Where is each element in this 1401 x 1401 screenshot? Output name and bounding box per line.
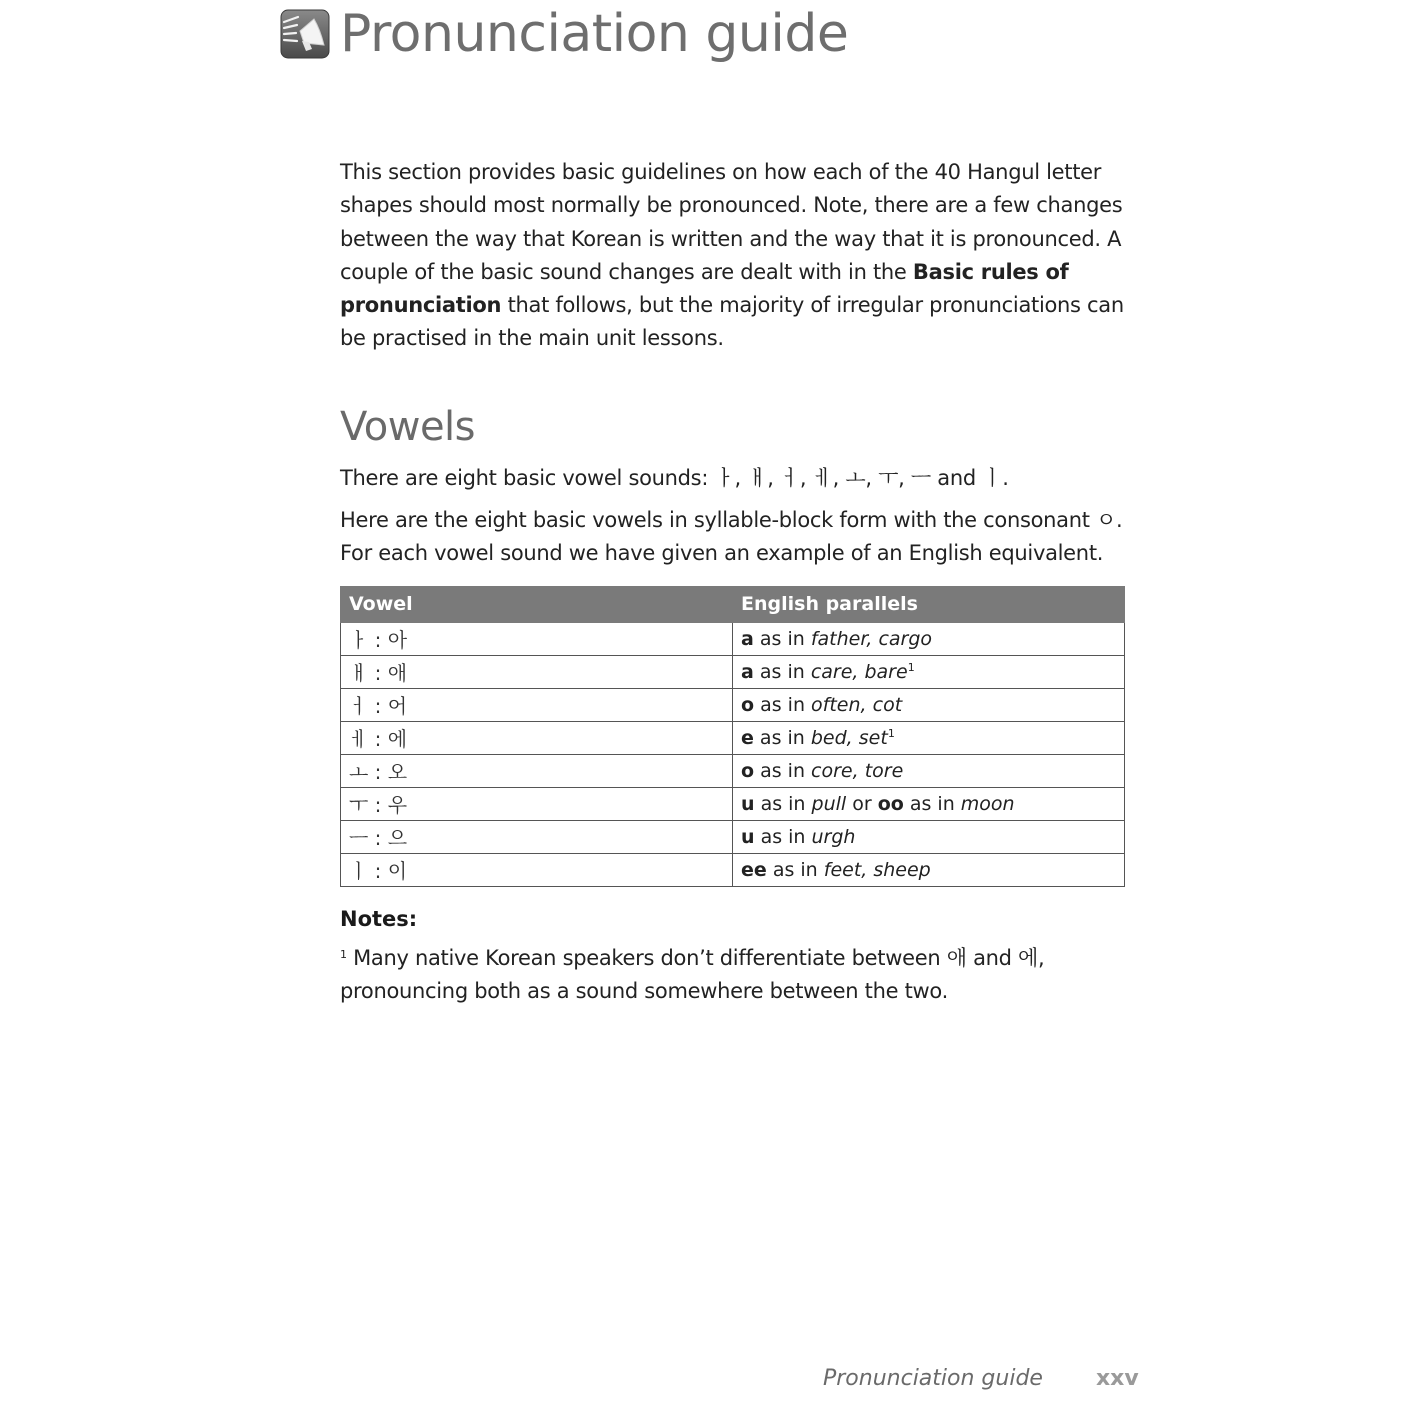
english-parallel-cell <box>733 787 1125 820</box>
intro-text-part1: This section provides basic guidelines on how each of the 40 Hangul letter shapes should most normally be pronounced. Note, there are a few changes between the way that Korean is written and the way that it is pronounced. A couple of the basic sound changes are dealt with in the <box>340 160 1123 284</box>
table-row <box>341 820 1125 853</box>
as-in-text: as in <box>766 858 824 881</box>
example-words: often, cot <box>811 693 903 716</box>
footnote <box>340 942 1130 1009</box>
table-row <box>341 787 1125 820</box>
vowel-cell: ㅣ : 이 <box>341 853 733 886</box>
column-header-english-parallels: English parallels <box>733 586 1125 622</box>
english-parallel-cell <box>733 655 1125 688</box>
page-footer <box>823 1366 1139 1391</box>
vowel-cell: ㅡ : 으 <box>341 820 733 853</box>
example-words: bed, set <box>810 726 888 749</box>
table-row <box>341 688 1125 721</box>
example-words: father, cargo <box>810 627 933 650</box>
table-row <box>341 721 1125 754</box>
sound-letter: a <box>741 660 754 683</box>
example-words: feet, sheep <box>823 858 931 881</box>
vowel-sounds-line: There are eight basic vowel sounds: ㅏ, ㅐ, ㅓ, ㅔ, ㅗ, ㅜ, ㅡ and ㅣ. <box>340 465 1009 490</box>
vowel-cell: ㅗ : 오 <box>341 754 733 787</box>
sound-letter: o <box>741 759 755 782</box>
vowel-cell: ㅔ : 에 <box>341 721 733 754</box>
vowel-cell: ㅐ : 애 <box>341 655 733 688</box>
sound-letter: u <box>741 825 755 848</box>
table-row <box>341 622 1125 655</box>
as-in-text: as in <box>753 726 811 749</box>
page-title: Pronunciation guide <box>340 4 849 64</box>
table-header-row <box>341 586 1125 622</box>
vowel-table <box>340 586 1125 887</box>
example-words: urgh <box>811 825 856 848</box>
intro-paragraph <box>340 156 1130 356</box>
sound-letter: a <box>741 627 754 650</box>
page-number: xxv <box>1095 1366 1139 1391</box>
sound-letter: u <box>741 792 755 815</box>
table-row <box>341 754 1125 787</box>
as-in-text: as in <box>754 792 812 815</box>
english-parallel-cell <box>733 853 1125 886</box>
column-header-vowel: Vowel <box>341 586 733 622</box>
intro-bold-reference: Basic rules of pronunciation <box>340 259 1069 318</box>
table-row <box>341 655 1125 688</box>
as-in-text: as in <box>753 627 811 650</box>
intro-text-part2: that follows, but the majority of irregular pronunciations can be practised in the main unit lessons. <box>340 293 1124 351</box>
as-in-text: as in <box>754 693 812 716</box>
vowel-cell: ㅜ : 우 <box>341 787 733 820</box>
example-words: care, bare <box>810 660 908 683</box>
example-words: core, tore <box>811 759 904 782</box>
english-parallel-cell <box>733 688 1125 721</box>
page-header <box>280 2 848 66</box>
english-parallel-cell <box>733 622 1125 655</box>
alt-as-in-text: as in <box>903 792 961 815</box>
english-parallel-cell <box>733 754 1125 787</box>
as-in-text: as in <box>754 825 812 848</box>
footnote-ref: 1 <box>887 726 895 740</box>
english-parallel-cell <box>733 820 1125 853</box>
sound-letter: e <box>741 726 754 749</box>
vowel-intro-paragraph: Here are the eight basic vowels in syllable-block form with the consonant ㅇ. For each vowel sound we have given an example of an English equivalent. <box>340 508 1123 566</box>
sound-letter: ee <box>741 858 767 881</box>
as-in-text: as in <box>754 759 812 782</box>
as-in-text: as in <box>753 660 811 683</box>
sound-letter: o <box>741 693 755 716</box>
vowel-cell: ㅏ : 아 <box>341 622 733 655</box>
footer-section-title: Pronunciation guide <box>823 1366 1043 1391</box>
vowels-heading: Vowels <box>340 403 476 450</box>
page-content <box>340 156 1130 1008</box>
footnote-ref: 1 <box>907 660 915 674</box>
alt-example-words: moon <box>960 792 1015 815</box>
table-row <box>341 853 1125 886</box>
example-words: pull <box>811 792 847 815</box>
table-body <box>341 622 1125 886</box>
notes-heading: Notes: <box>340 906 418 931</box>
alt-sound-letter: oo <box>877 792 904 815</box>
vowel-cell: ㅓ : 어 <box>341 688 733 721</box>
footnote-text: Many native Korean speakers don’t differentiate between 애 and 에, pronouncing both as a sound somewhere between the two. <box>340 945 1045 1003</box>
english-parallel-cell <box>733 721 1125 754</box>
alt-connector: or <box>846 792 878 815</box>
footnote-marker: 1 <box>340 947 347 961</box>
speaker-icon <box>280 9 330 59</box>
